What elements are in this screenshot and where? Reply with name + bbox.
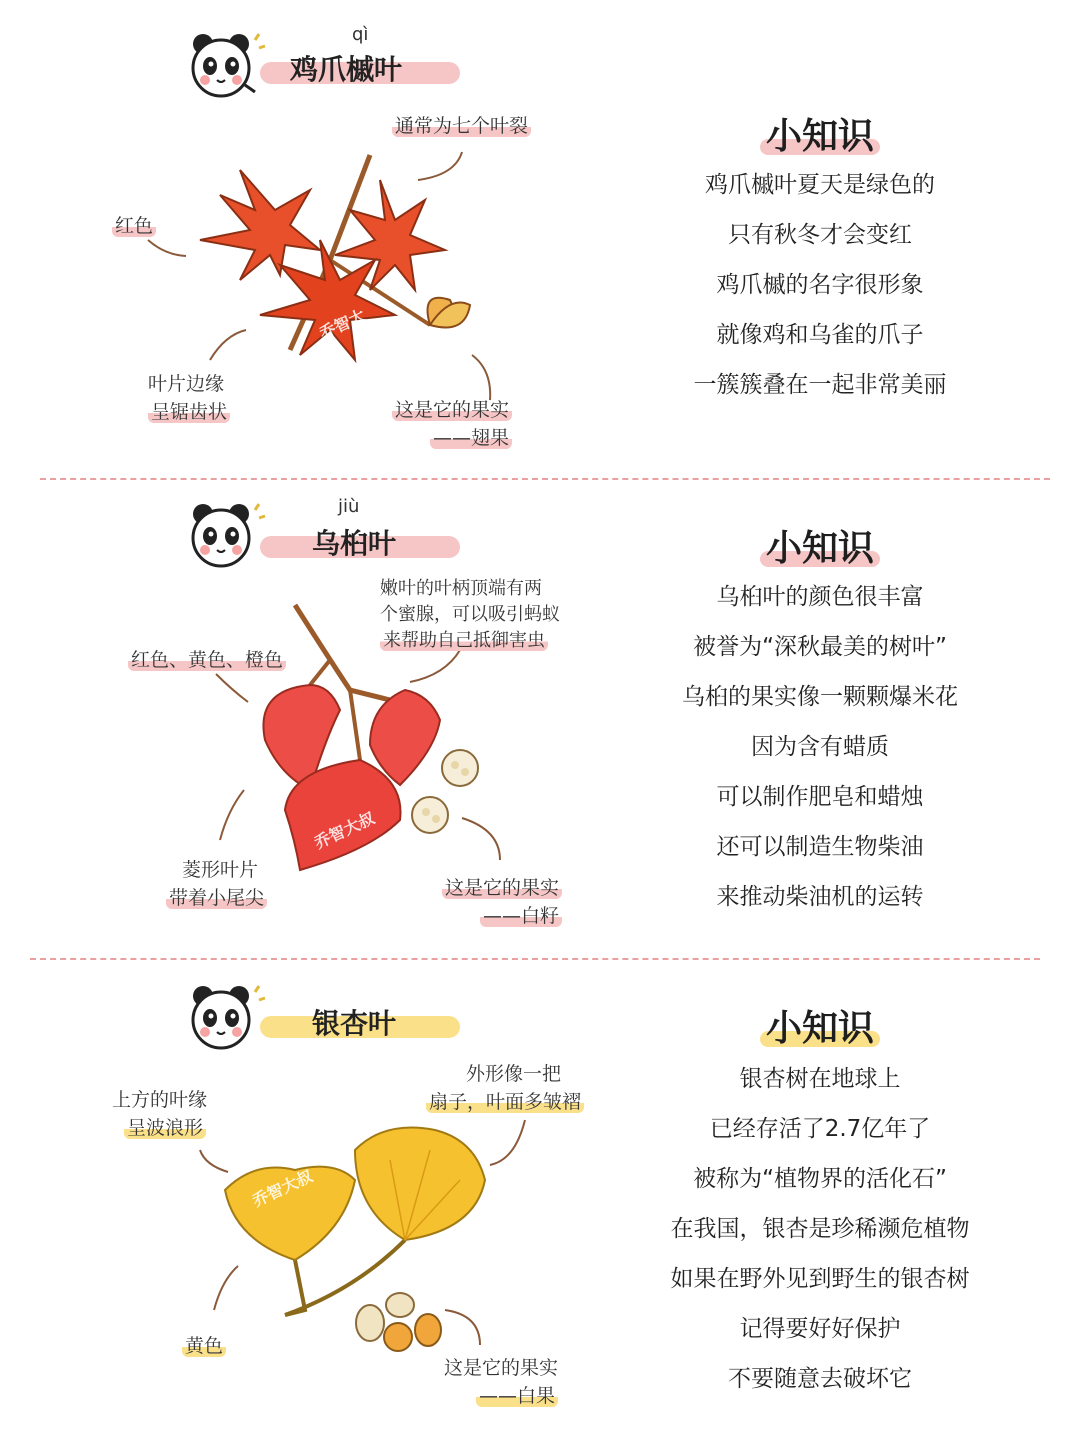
facts-title: 小知识	[760, 108, 880, 159]
fact-line: 鸡爪槭的名字很形象	[716, 272, 924, 298]
facts-list	[640, 1054, 1000, 1404]
facts-title: 小知识	[760, 520, 880, 571]
annotation-petiole-line3: 来帮助自己抵御害虫	[380, 630, 548, 651]
annotation-color: 黄色	[182, 1332, 226, 1360]
panda-icon	[185, 982, 265, 1062]
annotation-edge-line2: 呈波浪形	[124, 1117, 206, 1139]
fact-line: 可以制作肥皂和蜡烛	[716, 784, 924, 810]
fact-line: 已经存活了2.7亿年了	[709, 1116, 931, 1142]
facts-list	[640, 572, 1000, 922]
arrow-icon	[0, 0, 1, 1]
annotation-shape	[426, 1060, 584, 1116]
title-text: 银杏叶	[312, 1007, 397, 1040]
section-title	[260, 1002, 460, 1042]
annotation-edge-line1: 上方的叶缘	[112, 1089, 208, 1111]
arrow-icon	[0, 960, 1, 961]
watermark: 乔智大叔	[249, 1166, 316, 1211]
annotation-shape	[166, 856, 267, 912]
annotation-edge-line2: 呈锯齿状	[148, 401, 230, 423]
annotation-fruit	[442, 874, 562, 930]
section-tallow	[0, 480, 1080, 960]
section-title	[260, 48, 460, 88]
annotation-fruit	[392, 396, 512, 452]
fact-line: 还可以制造生物柴油	[716, 834, 924, 860]
panda-icon	[185, 500, 265, 580]
annotation-shape-line2: 扇子，叶面多皱褶	[426, 1091, 584, 1113]
watermark: 乔智大叔	[311, 808, 378, 853]
fact-line: 记得要好好保护	[739, 1316, 901, 1342]
arrow-icon	[0, 480, 1, 481]
annotation-petiole-line1: 嫩叶的叶柄顶端有两	[380, 578, 542, 599]
fact-line: 因为含有蜡质	[751, 734, 889, 760]
fact-line: 只有秋冬才会变红	[728, 222, 912, 248]
fact-line: 来推动柴油机的运转	[716, 884, 924, 910]
title-text: 乌桕叶	[312, 527, 397, 560]
annotation-color: 红色、黄色、橙色	[128, 646, 286, 674]
panda-icon	[185, 30, 265, 110]
fact-line: 如果在野外见到野生的银杏树	[670, 1266, 970, 1292]
fact-line: 乌桕叶的颜色很丰富	[716, 584, 924, 610]
annotation-fruit-line1: 这是它的果实	[392, 399, 512, 421]
annotation-shape-line1: 菱形叶片	[182, 859, 259, 881]
fact-line: 在我国，银杏是珍稀濒危植物	[670, 1216, 970, 1242]
section-title	[260, 522, 460, 562]
watermark: 乔智大	[316, 305, 369, 344]
fact-line: 被称为“植物界的活化石”	[693, 1166, 947, 1192]
annotation-color: 红色	[112, 212, 156, 240]
annotation-petiole-line2: 个蜜腺，可以吸引蚂蚁	[380, 604, 560, 625]
fact-line: 不要随意去破坏它	[728, 1366, 912, 1392]
annotation-fruit-line1: 这是它的果实	[444, 1357, 559, 1379]
annotation-fruit	[444, 1354, 558, 1410]
pinyin: jiù	[338, 496, 360, 517]
annotation-edge	[112, 1086, 207, 1142]
annotation-edge-line1: 叶片边缘	[148, 373, 225, 395]
fact-line: 银杏树在地球上	[739, 1066, 901, 1092]
annotation-shape-line2: 带着小尾尖	[166, 887, 267, 909]
facts-list	[640, 160, 1000, 410]
fact-line: 就像鸡和乌雀的爪子	[716, 322, 924, 348]
annotation-fruit-line1: 这是它的果实	[442, 877, 562, 899]
pinyin: qì	[352, 24, 369, 45]
section-ginkgo	[0, 960, 1080, 1439]
facts-title: 小知识	[760, 1000, 880, 1051]
ginkgo-nuts-illustration	[350, 1285, 450, 1355]
fact-line: 一簇簇叠在一起非常美丽	[693, 372, 947, 398]
fact-line: 乌桕的果实像一颗颗爆米花	[682, 684, 958, 710]
annotation-lobes: 通常为七个叶裂	[392, 112, 531, 140]
fact-line: 鸡爪槭叶夏天是绿色的	[705, 172, 935, 198]
annotation-fruit-line2: ——翅果	[430, 427, 512, 449]
title-text: 鸡爪槭叶	[290, 53, 403, 86]
fact-line: 被誉为“深秋最美的树叶”	[693, 634, 947, 660]
annotation-petiole	[380, 576, 560, 654]
maple-leaf-illustration	[180, 150, 480, 390]
annotation-shape-line1: 外形像一把	[466, 1063, 562, 1085]
annotation-edge	[148, 370, 230, 426]
annotation-fruit-line2: ——白果	[476, 1385, 558, 1407]
annotation-fruit-line2: ——白籽	[480, 905, 562, 927]
section-maple	[0, 0, 1080, 480]
